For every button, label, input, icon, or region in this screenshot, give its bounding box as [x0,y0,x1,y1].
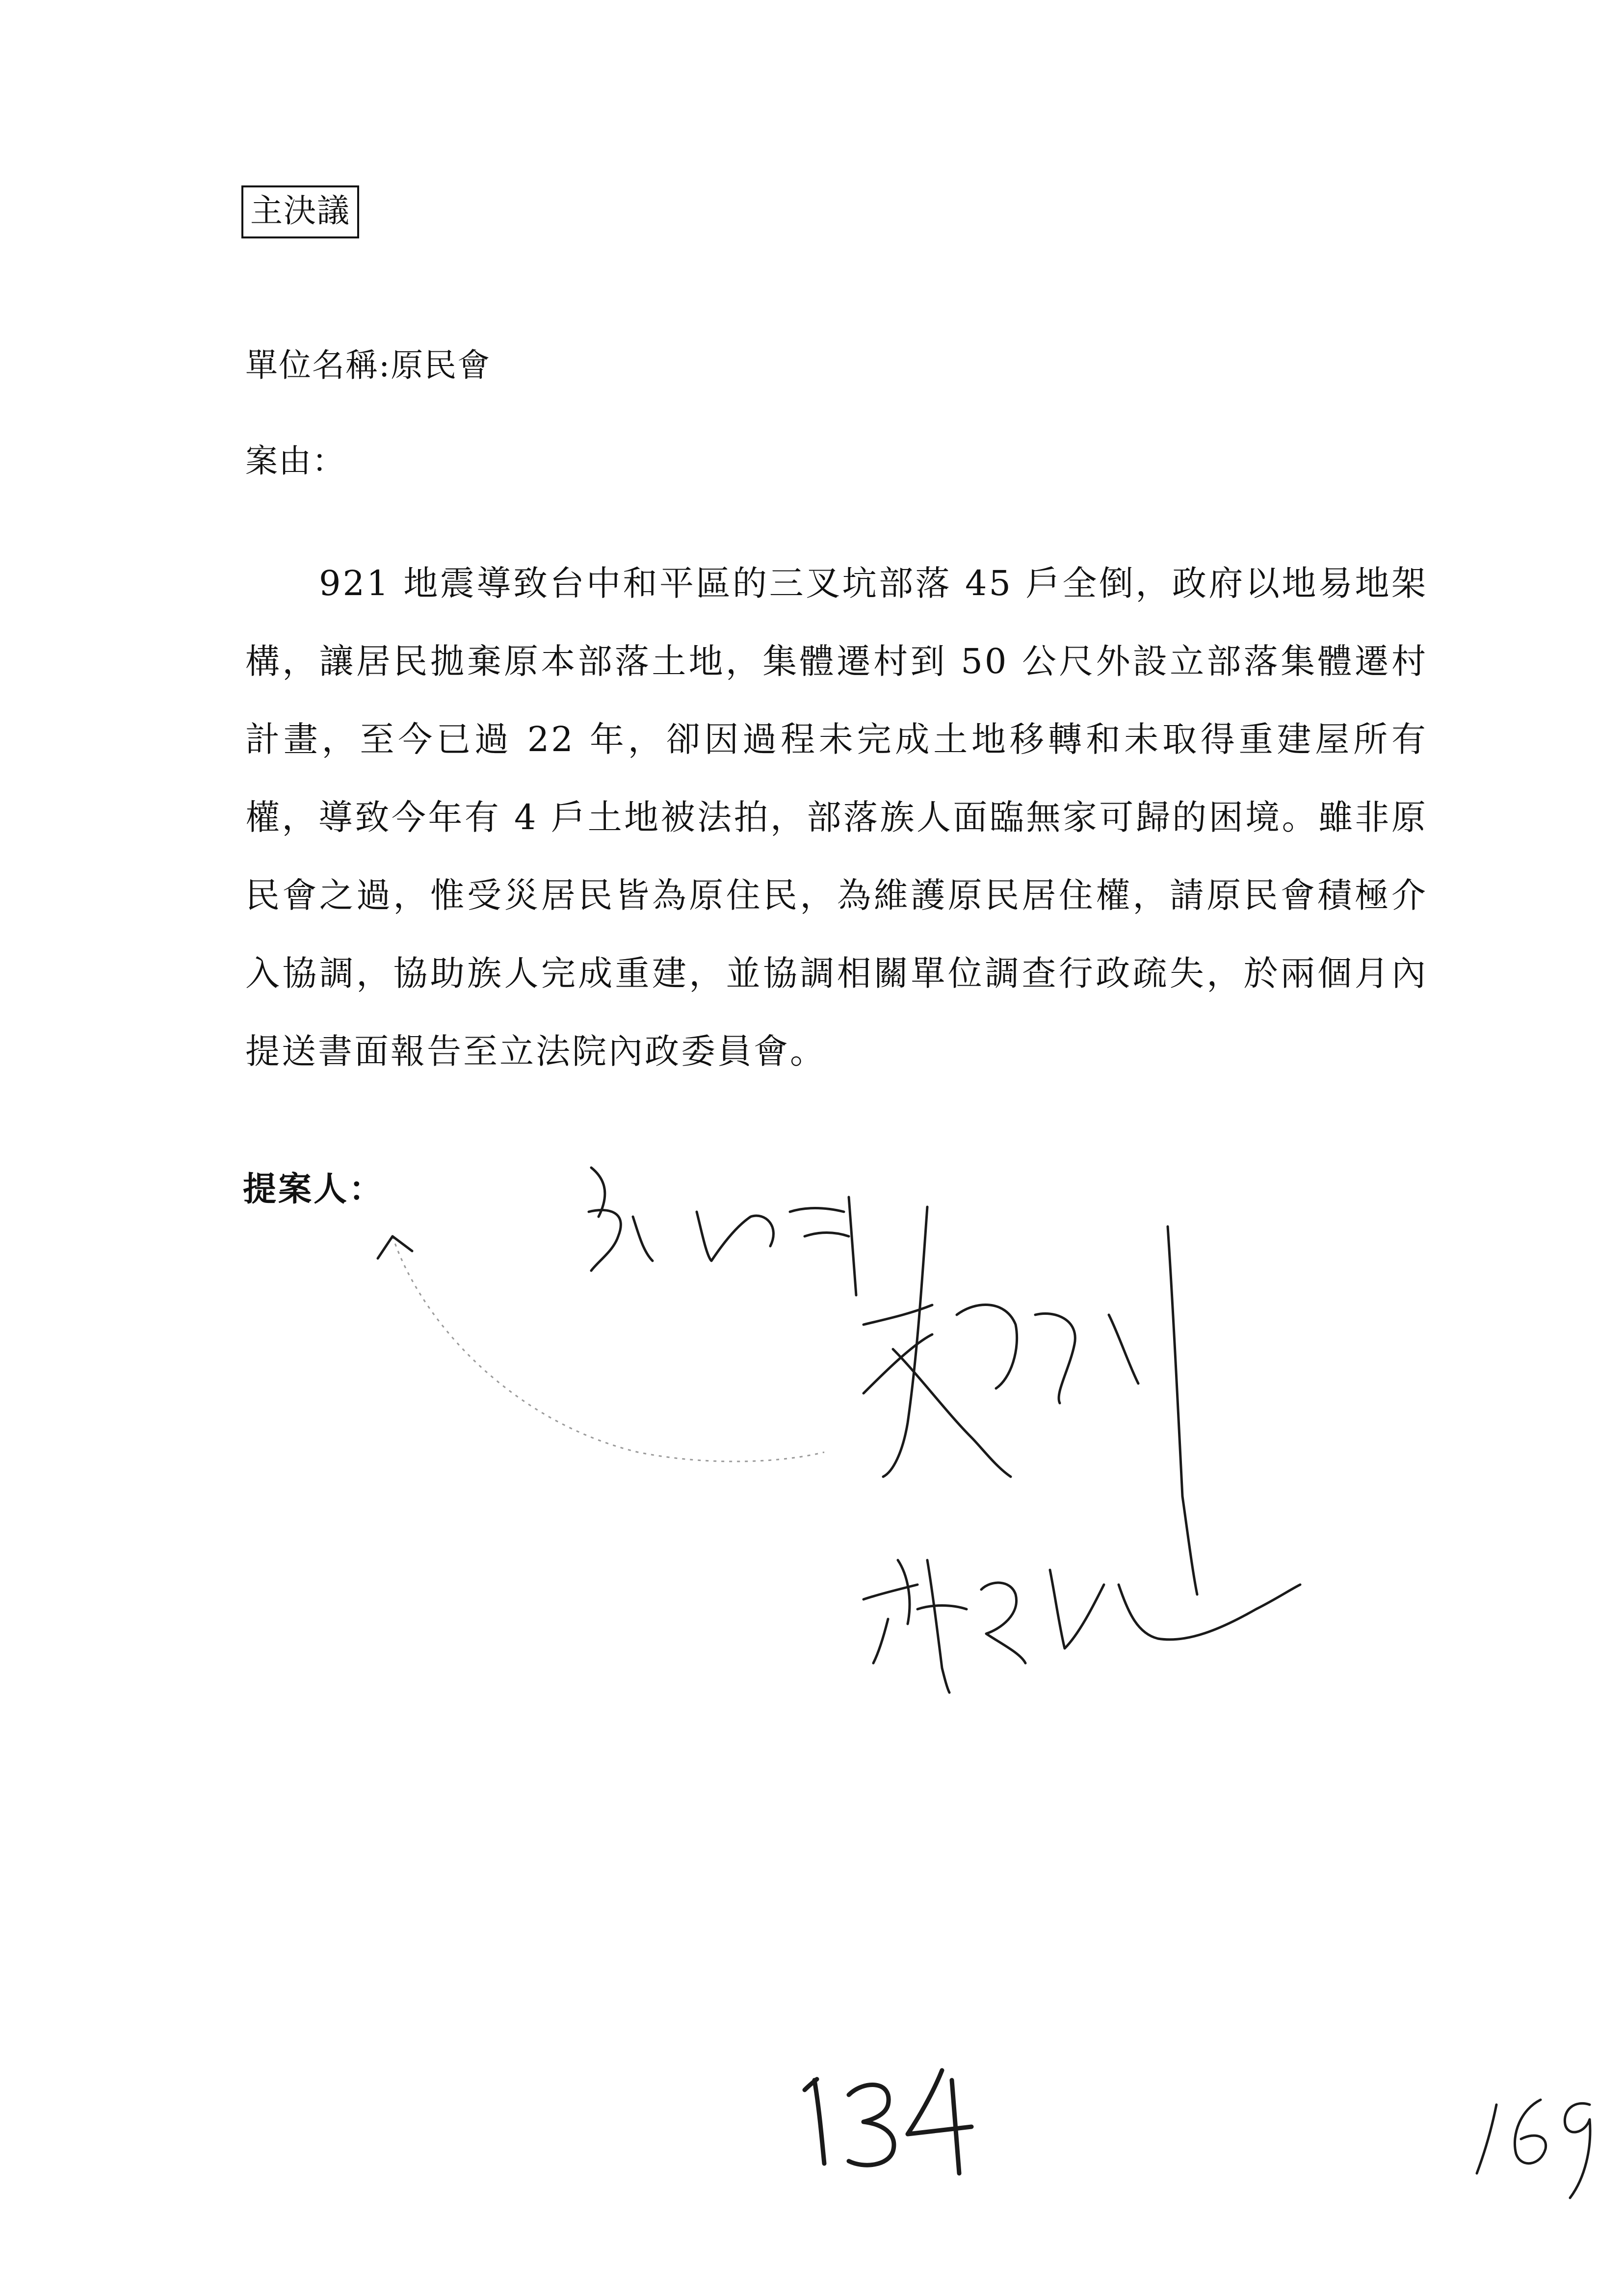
handwritten-corner-number [1467,2085,1604,2208]
signature-2 [864,1207,1197,1594]
signature-3 [864,1560,1300,1693]
annotation-arc [393,1236,824,1461]
handwritten-page-number [795,2051,981,2178]
signature-1 [589,1168,856,1295]
reason-label: 案由： [245,442,345,480]
proposer-label: 提案人： [243,1170,385,1209]
resolution-heading: 主決議 [241,185,359,238]
arc-arrowhead [378,1236,412,1258]
proposal-body-text: 921 地震導致台中和平區的三叉坑部落 45 戶全倒，政府以地易地架構，讓居民拋棄原本部落土地，集體遷村到 50 公尺外設立部落集體遷村計畫，至今已過 22 年，卻因過程未完成土地移轉和未取得重建屋所有權，導致今年有 4 戶土地被法拍，部落族人面臨無家可歸的困境。雖非原民會之過，惟受災居民皆為原住民，為維護原民居住權，請原民會積極介入協調，協助族人完成重建，並協調相關單位調查行政疏失，於兩個月內提送書面報告至立法院內政委員會。 [245,563,1428,1071]
unit-name-line: 單位名稱:原民會 [245,346,491,384]
